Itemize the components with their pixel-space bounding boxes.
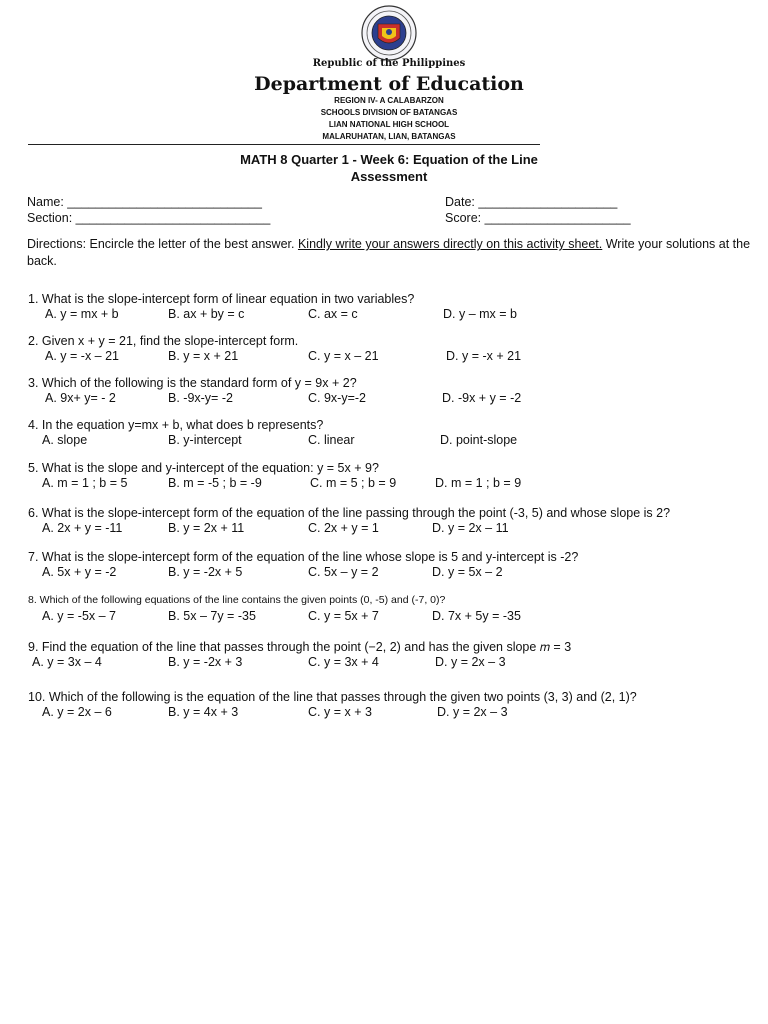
question-10-option-c[interactable]: C. y = x + 3 [308, 705, 372, 719]
question-1-option-a[interactable]: A. y = mx + b [45, 307, 119, 321]
question-2-option-b[interactable]: B. y = x + 21 [168, 349, 239, 363]
score-field[interactable]: Score: _____________________ [445, 211, 631, 225]
question-5-option-d[interactable]: D. m = 1 ; b = 9 [435, 476, 522, 490]
question-7-option-b[interactable]: B. y = -2x + 5 [168, 565, 243, 579]
question-8-text: 8. Which of the following equations of the line contains the given points (0, -5) and (-7, 0)? [28, 594, 446, 606]
question-2-option-c[interactable]: C. y = x – 21 [308, 349, 379, 363]
question-2-option-a[interactable]: A. y = -x – 21 [45, 349, 119, 363]
assessment-subtitle: Assessment [350, 169, 428, 184]
question-6-text: 6. What is the slope-intercept form of the equation of the line passing through the point (-3, 5) and whose slope is 2? [28, 506, 671, 520]
question-10-option-a[interactable]: A. y = 2x – 6 [42, 705, 112, 719]
question-10-option-d[interactable]: D. y = 2x – 3 [437, 705, 508, 719]
directions: Directions: Encircle the letter of the best answer. Kindly write your answers directly on this activity sheet. Write your solutions at the back. [27, 237, 751, 268]
question-9-option-b[interactable]: B. y = -2x + 3 [168, 655, 243, 669]
address-line: MALARUHATAN, LIAN, BATANGAS [322, 132, 456, 141]
question-8-option-d[interactable]: D. 7x + 5y = -35 [432, 609, 521, 623]
question-1-text: 1. What is the slope-intercept form of linear equation in two variables? [28, 292, 415, 306]
question-8-option-a[interactable]: A. y = -5x – 7 [42, 609, 116, 623]
question-4-text: 4. In the equation y=mx + b, what does b represents? [28, 418, 324, 432]
question-5-option-c[interactable]: C. m = 5 ; b = 9 [310, 476, 397, 490]
assessment-title: MATH 8 Quarter 1 - Week 6: Equation of the Line [240, 152, 538, 167]
question-9-option-a[interactable]: A. y = 3x – 4 [32, 655, 102, 669]
question-5-option-a[interactable]: A. m = 1 ; b = 5 [42, 476, 128, 490]
question-3-option-d[interactable]: D. -9x + y = -2 [442, 391, 522, 405]
division-line: SCHOOLS DIVISION OF BATANGAS [320, 108, 458, 117]
republic-line: Republic of the Philippines [312, 58, 466, 69]
question-3-option-c[interactable]: C. 9x-y=-2 [308, 391, 367, 405]
question-10-text: 10. Which of the following is the equation of the line that passes through the given two points (3, 3) and (2, 1)? [28, 690, 637, 704]
question-1-option-b[interactable]: B. ax + by = c [168, 307, 245, 321]
directions-emphasis: Kindly write your answers directly on this activity sheet. [297, 237, 603, 251]
question-9-option-c[interactable]: C. y = 3x + 4 [308, 655, 379, 669]
question-1-option-c[interactable]: C. ax = c [308, 307, 358, 321]
question-9-option-d[interactable]: D. y = 2x – 3 [435, 655, 506, 669]
question-5-option-b[interactable]: B. m = -5 ; b = -9 [168, 476, 262, 490]
question-7-text: 7. What is the slope-intercept form of the equation of the line whose slope is 5 and y-intercept is -2? [28, 550, 579, 564]
question-4-option-a[interactable]: A. slope [42, 433, 88, 447]
header-divider [28, 144, 540, 145]
question-7-option-c[interactable]: C. 5x – y = 2 [308, 565, 379, 579]
question-4-option-d[interactable]: D. point-slope [440, 433, 518, 447]
section-field[interactable]: Section: ____________________________ [27, 211, 271, 225]
question-4-option-c[interactable]: C. linear [308, 433, 355, 447]
question-6-option-d[interactable]: D. y = 2x – 11 [432, 521, 509, 535]
question-1-option-d[interactable]: D. y – mx = b [443, 307, 517, 321]
question-6-option-c[interactable]: C. 2x + y = 1 [308, 521, 379, 535]
question-3-text: 3. Which of the following is the standard form of y = 9x + 2? [28, 376, 357, 390]
region-line: REGION IV- A CALABARZON [334, 96, 444, 105]
question-2-text: 2. Given x + y = 21, find the slope-intercept form. [28, 334, 299, 348]
question-8-option-b[interactable]: B. 5x – 7y = -35 [168, 609, 256, 623]
school-line: LIAN NATIONAL HIGH SCHOOL [328, 120, 450, 129]
question-10-option-b[interactable]: B. y = 4x + 3 [168, 705, 239, 719]
question-7-option-d[interactable]: D. y = 5x – 2 [432, 565, 503, 579]
question-7-option-a[interactable]: A. 5x + y = -2 [42, 565, 117, 579]
question-3-option-b[interactable]: B. -9x-y= -2 [168, 391, 233, 405]
question-6-option-b[interactable]: B. y = 2x + 11 [168, 521, 245, 535]
question-9-text: 9. Find the equation of the line that passes through the point (−2, 2) and has the given slope 𝑚 = 3 [28, 640, 572, 654]
question-3-option-a[interactable]: A. 9x+ y= - 2 [45, 391, 116, 405]
question-5-text: 5. What is the slope and y-intercept of the equation: y = 5x + 9? [28, 461, 379, 475]
deped-seal-logo [358, 4, 420, 62]
department-name: Department of Education [254, 73, 524, 95]
question-8-option-c[interactable]: C. y = 5x + 7 [308, 609, 379, 623]
date-field[interactable]: Date: ____________________ [445, 195, 618, 209]
question-6-option-a[interactable]: A. 2x + y = -11 [42, 521, 123, 535]
question-4-option-b[interactable]: B. y-intercept [168, 433, 242, 447]
question-2-option-d[interactable]: D. y = -x + 21 [446, 349, 522, 363]
name-field[interactable]: Name: ____________________________ [27, 195, 262, 209]
